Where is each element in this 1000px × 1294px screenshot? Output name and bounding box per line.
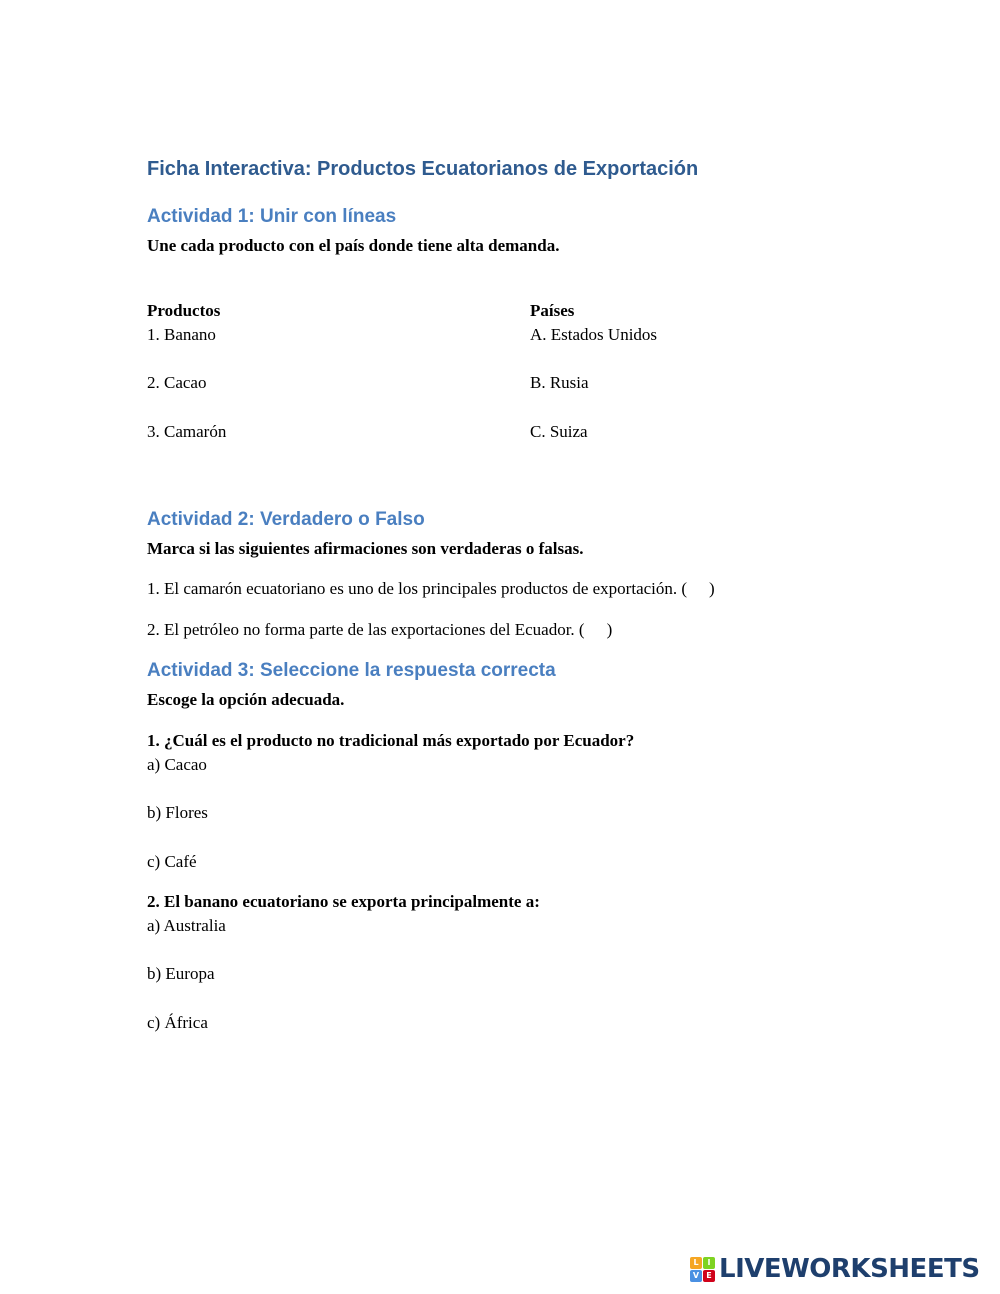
country-item[interactable]: A. Estados Unidos [530, 325, 658, 344]
country-item[interactable]: B. Rusia [530, 373, 589, 392]
products-header: Productos [147, 301, 221, 320]
activity3-heading: Actividad 3: Seleccione la respuesta correcta [147, 660, 556, 681]
answer-option[interactable]: a) Australia [147, 916, 226, 935]
product-item[interactable]: 1. Banano [147, 325, 216, 344]
tf-statement-text: 1. El camarón ecuatoriano es uno de los principales productos de exportación. ( [147, 579, 688, 598]
answer-option[interactable]: b) Flores [147, 803, 208, 822]
product-item[interactable]: 2. Cacao [147, 373, 207, 392]
liveworksheets-logo [690, 1253, 980, 1285]
tf-statement-text: 2. El petróleo no forma parte de las exportaciones del Ecuador. ( [147, 620, 585, 639]
logo-block: L [690, 1257, 702, 1269]
product-item[interactable]: 3. Camarón [147, 422, 227, 441]
answer-option[interactable]: b) Europa [147, 964, 215, 983]
activity1-instruction: Une cada producto con el país donde tiene alta demanda. [147, 236, 560, 255]
activity3-instruction: Escoge la opción adecuada. [147, 690, 345, 709]
close-paren: ) [606, 620, 613, 639]
question: 2. El banano ecuatoriano se exporta principalmente a: [147, 892, 540, 911]
logo-blocks-icon [690, 1257, 715, 1282]
country-item[interactable]: C. Suiza [530, 422, 588, 441]
activity1-heading: Actividad 1: Unir con líneas [147, 206, 397, 227]
tf-statement [147, 579, 715, 599]
logo-block: E [703, 1270, 715, 1282]
activity2-heading: Actividad 2: Verdadero o Falso [147, 509, 425, 530]
logo-block: I [703, 1257, 715, 1269]
logo-text: LIVEWORKSHEETS [719, 1254, 980, 1284]
answer-option[interactable]: a) Cacao [147, 755, 207, 774]
question: 1. ¿Cuál es el producto no tradicional más exportado por Ecuador? [147, 731, 635, 750]
countries-header: Países [530, 301, 575, 320]
page-title: Ficha Interactiva: Productos Ecuatorianos de Exportación [147, 158, 699, 180]
answer-option[interactable]: c) África [147, 1013, 208, 1032]
answer-option[interactable]: c) Café [147, 852, 197, 871]
activity2-instruction: Marca si las siguientes afirmaciones son verdaderas o falsas. [147, 539, 584, 558]
logo-block: V [690, 1270, 702, 1282]
tf-statement [147, 620, 612, 640]
close-paren: ) [709, 579, 715, 598]
